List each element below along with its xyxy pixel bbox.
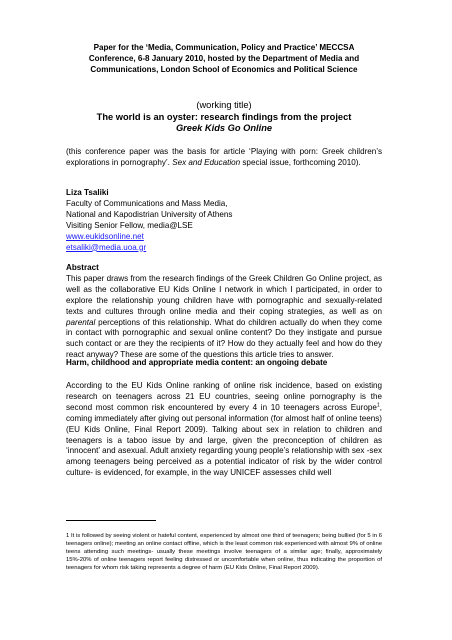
section-text-after: , coming immediately after giving out personal information (for almost half of online teens) (EU Kids Online, Final Report 2009). Talking about sex in relation to children and teenagers is a taboo issue by and large, given the preconception of children as ‘innocent’ and asexual. Adult anxiety regarding young people’s relationship with sex -sex among teenagers being perceived as a potential indicator of risk by the wider control culture- is evidenced, for example, in the way UNICEF assesses child well <box>66 402 382 478</box>
abstract-emphasis: parental <box>66 317 96 327</box>
email-link[interactable]: etsaliki@media.uoa.gr <box>66 242 147 252</box>
author-name: Liza Tsaliki <box>66 188 109 197</box>
footnote-reference[interactable]: 1 <box>376 402 380 409</box>
header-line-2: Conference, 6-8 January 2010, hosted by the Department of Media and <box>88 53 360 63</box>
journal-name: Sex and Education <box>172 157 241 167</box>
section-heading: Harm, childhood and appropriate media content: an ongoing debate <box>66 358 328 367</box>
project-name: Greek Kids Go Online <box>175 123 273 134</box>
section-body <box>66 381 382 479</box>
abstract-text-before: This paper draws from the research findings of the Greek Children Go Online project, as well as the collaborative EU Kids Online I network in which I participated, in order to explore the relationship young children have with pornographic and sexually-related texts and cultures through online media and their coping strategies, as well as on <box>66 273 382 316</box>
note-text-after: special issue, forthcoming 2010). <box>240 157 361 167</box>
paper-title: The world is an oyster: research findings from the project <box>96 111 352 122</box>
abstract-text-after: perceptions of this relationship. What do children actually do when they come in contact with pornographic and sexual online content? Do they instigate and pursue such contact or are they the recipients of it? How do they actually feel and how do they react anyway? These are some of the questions this article tries to answer. <box>66 317 382 360</box>
author-fellowship: Visiting Senior Fellow, media@LSE <box>66 220 193 230</box>
conference-header <box>66 43 382 76</box>
section-text-before: According to the EU Kids Online ranking of online risk incidence, based on existing research on teenagers across 21 EU countries, seeing online pornography is the second most common risk encountered by every 4 in 10 teenagers across Europe <box>66 381 382 412</box>
website-link[interactable]: www.eukidsonline.net <box>66 231 144 241</box>
footnote-text: 1 It is followed by seeing violent or hateful content, experienced by almost one third of teenagers; being bullied (for 5 in 6 teenagers online); meeting an online contact offline, which is the least common risk experienced with almost 9% of online teens attending such meetings- usually these meetings involve teenagers of a similar age; finally, approximately 15%-20% of online teenagers report feeling distressed or uncomfortable when online, thus indicating the proportion of teenagers for whom risk taking represents a degree of harm (EU Kids Online, Final Report 2009). <box>66 532 382 572</box>
author-block <box>66 188 382 253</box>
conference-note <box>66 147 382 169</box>
abstract-heading: Abstract <box>66 263 99 272</box>
title-block <box>66 100 382 135</box>
header-line-3: Communications, London School of Economics and Political Science <box>90 64 358 74</box>
abstract-text <box>66 274 382 361</box>
abstract-section <box>66 263 382 361</box>
footnote-divider <box>66 520 156 521</box>
author-university: National and Kapodistrian University of Athens <box>66 209 233 219</box>
header-line-1: Paper for the ‘Media, Communication, Policy and Practice’ MECCSA <box>93 43 355 52</box>
note-text-before: (this conference paper was the basis for article ‘Playing with porn: Greek children’s explorations in pornography’. <box>66 147 382 167</box>
author-department: Faculty of Communications and Mass Media, <box>66 198 228 208</box>
working-title: (working title) <box>196 100 252 110</box>
